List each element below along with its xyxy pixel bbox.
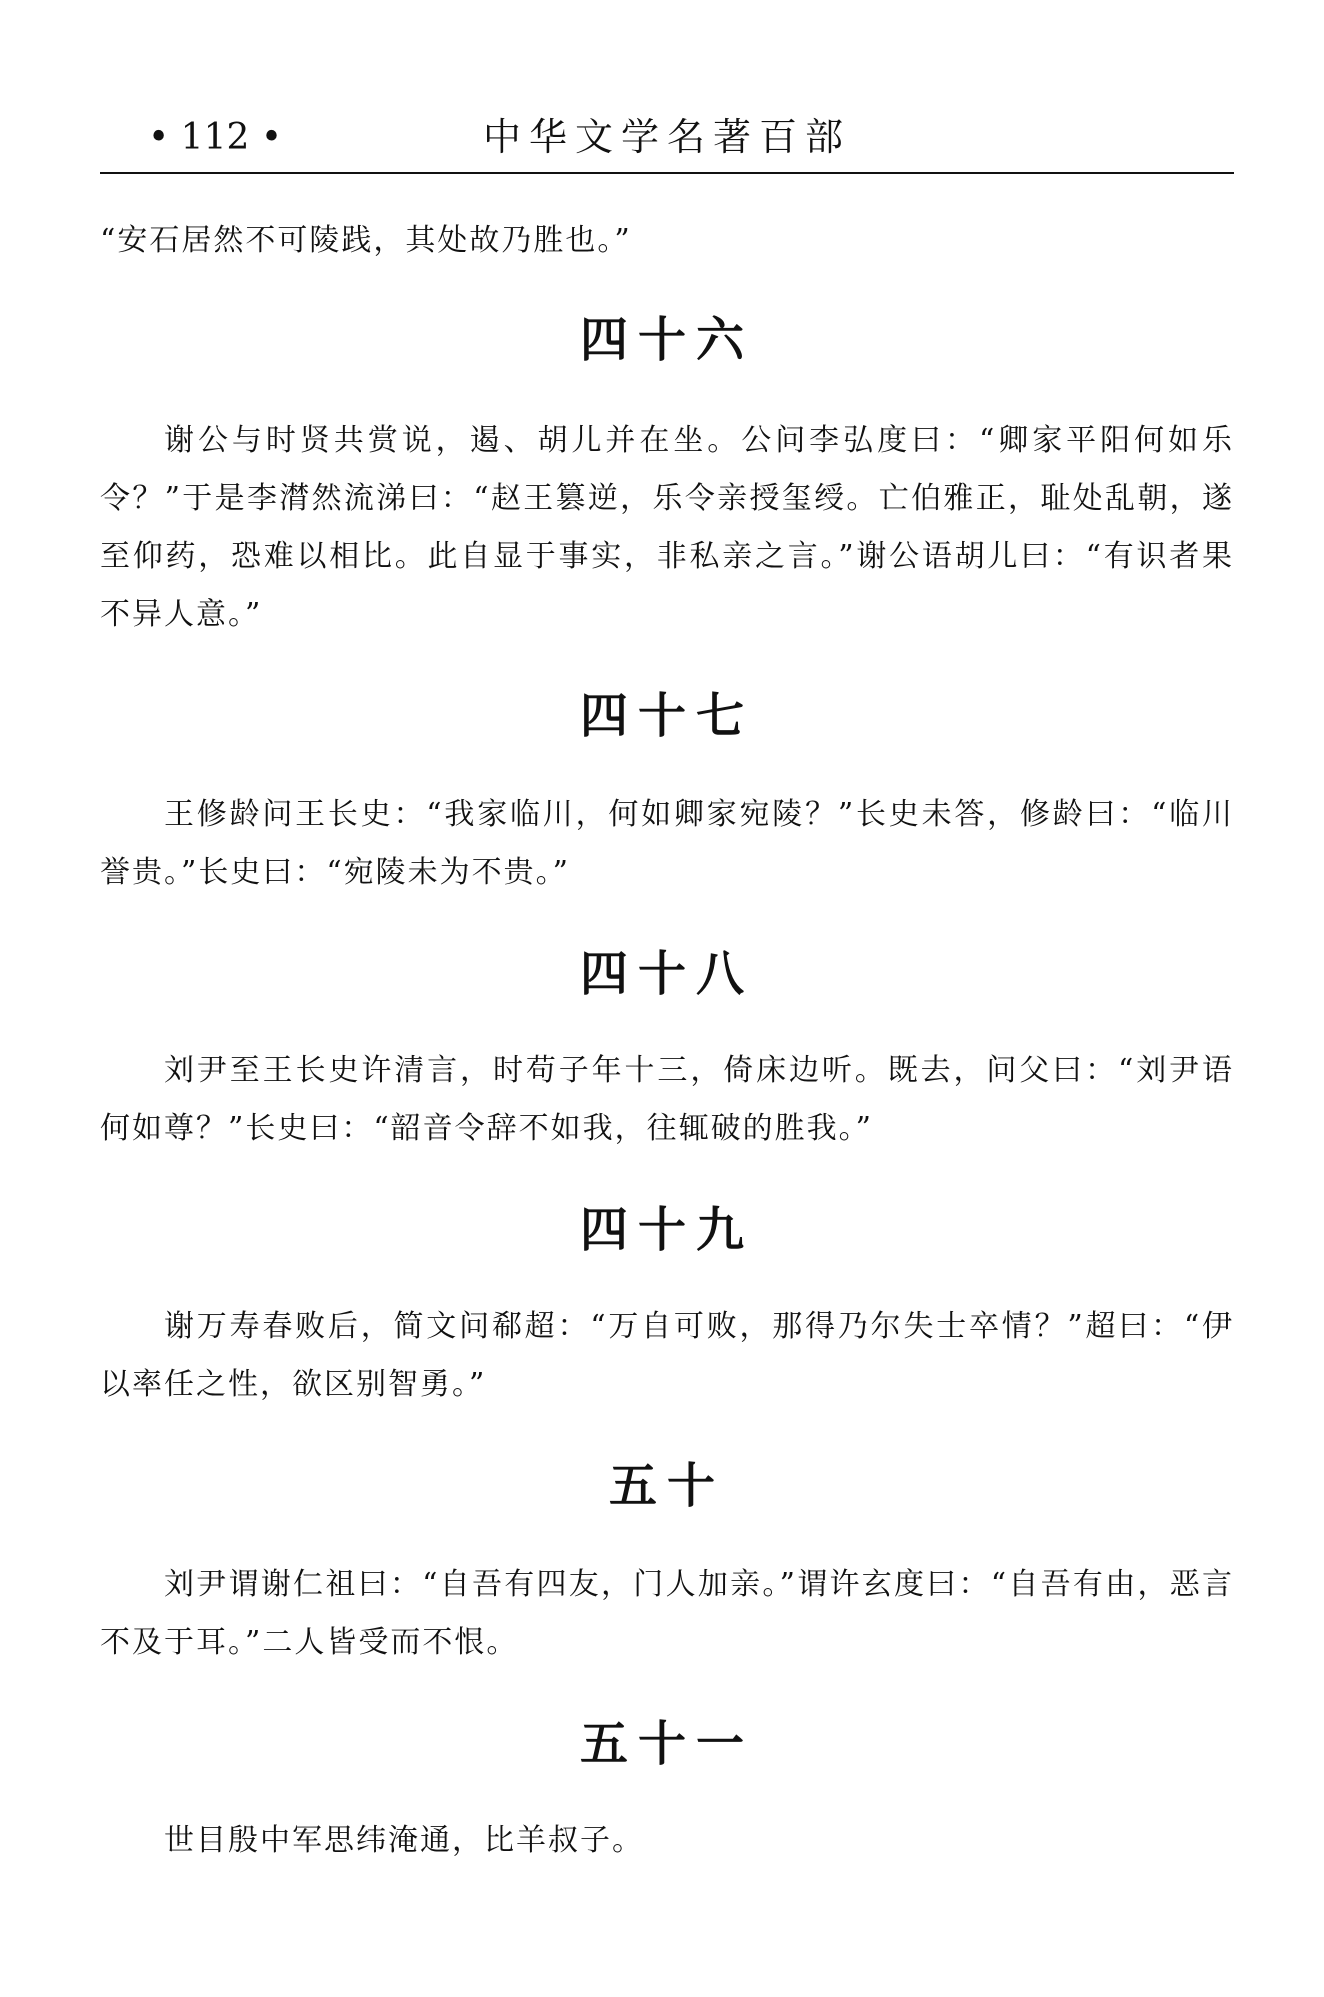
section-paragraph-48: 刘尹至王长史许清言，时苟子年十三，倚床边听。既去，问父曰：“刘尹语何如尊？”长史曰：“韶音令辞不如我，往辄破的胜我。” [100,1053,1234,1146]
header-rule [100,172,1234,174]
section-paragraph-51: 世目殷中军思纬淹通，比羊叔子。 [164,1823,644,1858]
section-heading-51: 五十一 [579,1716,754,1772]
section-heading-48: 四十八 [579,946,754,1002]
section-paragraph-49: 谢万寿春败后，简文问郗超：“万自可败，那得乃尔失士卒情？”超曰：“伊以率任之性，欲区别智勇。” [100,1309,1234,1402]
section-heading-46: 四十六 [579,312,754,368]
section-heading-50: 五十 [608,1458,725,1514]
running-title: 中华文学名著百部 [482,115,851,159]
section-heading-47: 四十七 [579,688,754,744]
section-heading-49: 四十九 [579,1202,754,1258]
page-number: • 112 • [148,117,283,158]
opening-paragraph: “安石居然不可陵践，其处故乃胜也。” [100,223,632,258]
section-paragraph-47: 王修龄问王长史：“我家临川，何如卿家宛陵？”长史未答，修龄曰：“临川誉贵。”长史曰：“宛陵未为不贵。” [100,797,1234,890]
section-paragraph-50: 刘尹谓谢仁祖曰：“自吾有四友，门人加亲。”谓许玄度曰：“自吾有由，恶言不及于耳。”二人皆受而不恨。 [100,1567,1234,1660]
page-body [100,212,1234,1870]
section-paragraph-46: 谢公与时贤共赏说，遏、胡儿并在坐。公问李弘度曰：“卿家平阳何如乐令？”于是李潸然流涕曰：“赵王篡逆，乐令亲授玺绶。亡伯雅正，耻处乱朝，遂至仰药，恐难以相比。此自显于事实，非私亲之言。”谢公语胡儿曰：“有识者果不异人意。” [100,423,1234,632]
page-header [100,108,1234,172]
